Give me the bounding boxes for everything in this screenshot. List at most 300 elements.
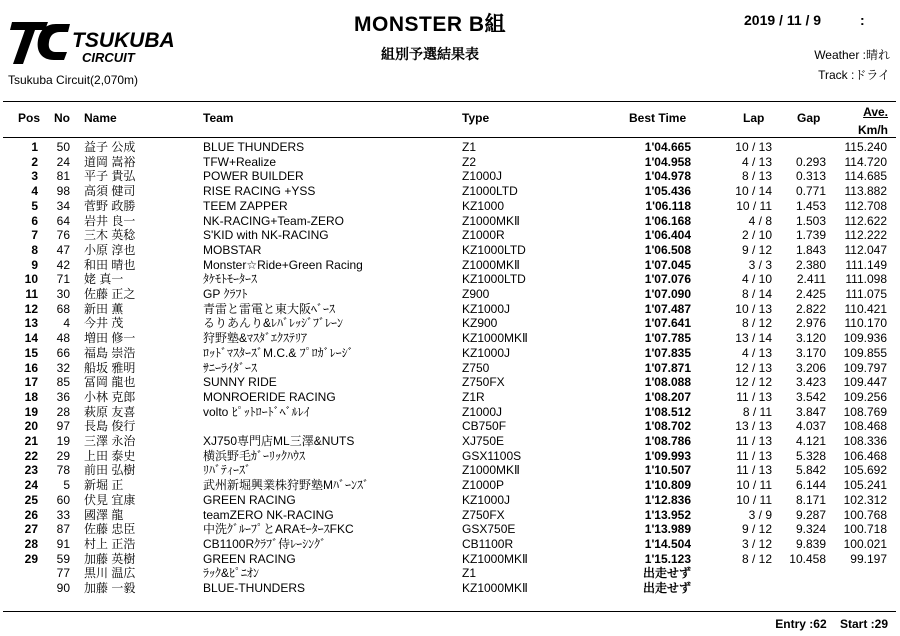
table-row <box>0 419 900 434</box>
row-pos: 11 <box>25 287 38 301</box>
row-best-time: 1'07.045 <box>644 257 691 272</box>
row-lap: 11 / 13 <box>736 463 772 478</box>
row-type: Z1000MKⅡ <box>462 463 520 478</box>
row-pos: 25 <box>24 492 38 507</box>
row-team: volto ﾋﾟｯﾄﾛｰﾄﾞﾍﾞﾙﾚｲ <box>203 404 310 419</box>
table-row <box>0 243 900 258</box>
row-type: KZ1000J <box>462 301 511 316</box>
row-name: 今井 茂 <box>84 316 124 331</box>
table-row <box>0 552 900 567</box>
row-gap: 0.313 <box>795 169 826 184</box>
row-pos: 27 <box>24 522 38 537</box>
row-lap: 4 / 13 <box>741 345 772 360</box>
row-ave: 112.222 <box>844 228 887 243</box>
row-ave: 109.256 <box>843 389 887 404</box>
row-pos: 15 <box>24 345 38 360</box>
row-pos: 3 <box>31 169 38 184</box>
col-header-pos: Pos <box>18 111 41 125</box>
row-no: 34 <box>56 198 70 213</box>
row-name: 加藤 英樹 <box>84 551 136 566</box>
row-lap: 11 / 13 <box>736 389 772 404</box>
row-pos: 22 <box>24 448 38 463</box>
row-no: 48 <box>56 331 70 346</box>
row-ave: 111.149 <box>845 257 887 272</box>
row-type: Z1 <box>462 140 477 154</box>
row-type: GSX750E <box>462 522 516 537</box>
table-row <box>0 537 900 552</box>
weather-info: Weather :晴れ <box>814 48 890 62</box>
row-type: Z1000MKⅡ <box>462 257 520 272</box>
row-type: Z1000J <box>462 404 503 419</box>
row-best-time: 1'07.076 <box>644 272 691 287</box>
row-team: ﾘﾊﾞﾃｨｰｽﾞ <box>203 463 252 478</box>
row-lap: 4 / 8 <box>748 213 772 228</box>
row-best-time: 1'15.123 <box>644 551 691 566</box>
row-lap: 8 / 11 <box>742 404 772 419</box>
row-type: Z750FX <box>462 375 505 390</box>
footer-rule <box>3 611 896 612</box>
row-lap: 10 / 11 <box>736 478 772 493</box>
row-pos: 10 <box>24 272 38 287</box>
row-gap: 3.542 <box>795 389 826 404</box>
row-name: 増田 修一 <box>84 331 136 346</box>
row-pos: 21 <box>24 434 38 448</box>
row-type: Z1000LTD <box>462 184 518 199</box>
logo-subwordmark: CIRCUIT <box>82 50 135 65</box>
row-team: teamZERO NK-RACING <box>203 507 334 522</box>
circuit-name: Tsukuba Circuit(2,070m) <box>8 73 139 87</box>
row-pos: 7 <box>31 228 38 243</box>
row-no: 76 <box>56 228 70 243</box>
row-gap: 8.171 <box>795 492 826 507</box>
row-no: 64 <box>56 213 70 228</box>
table-row <box>0 199 900 214</box>
row-best-time: 1'04.978 <box>644 169 691 184</box>
row-gap: 1.739 <box>795 228 826 243</box>
row-name: 長島 俊行 <box>84 419 136 434</box>
row-pos: 2 <box>31 154 38 169</box>
row-pos: 17 <box>24 375 38 390</box>
row-team: BLUE-THUNDERS <box>203 581 306 595</box>
col-header-gap: Gap <box>797 111 821 125</box>
row-gap: 2.822 <box>795 301 826 316</box>
table-row <box>0 214 900 229</box>
row-lap: 10 / 11 <box>736 492 772 507</box>
row-type: Z1000P <box>462 478 505 493</box>
row-no: 28 <box>56 404 70 419</box>
row-type: KZ1000LTD <box>462 242 526 257</box>
table-row <box>0 434 900 449</box>
row-team: BLUE THUNDERS <box>203 140 305 154</box>
row-lap: 8 / 12 <box>741 316 772 331</box>
row-gap: 2.976 <box>795 316 826 331</box>
row-no: 59 <box>56 551 70 566</box>
table-row <box>0 302 900 317</box>
col-header-ave-label: Ave. <box>863 105 888 119</box>
row-name: 黒川 温広 <box>84 566 136 581</box>
col-header-team: Team <box>203 111 234 125</box>
row-name: 道岡 嵩裕 <box>84 154 136 169</box>
table-row <box>0 287 900 302</box>
row-lap: 3 / 9 <box>748 507 772 522</box>
row-type: Z1000R <box>462 228 505 243</box>
col-header-type: Type <box>462 111 490 125</box>
row-team: GREEN RACING <box>203 492 296 507</box>
row-team: 中洗ｸﾞﾙｰﾌﾟとARAﾓｰﾀｰｽFKC <box>203 522 354 537</box>
row-best-time: 1'08.088 <box>644 375 691 390</box>
row-pos: 8 <box>31 242 38 257</box>
row-pos: 4 <box>31 184 38 199</box>
table-row <box>0 331 900 346</box>
row-ave: 110.170 <box>844 316 887 331</box>
col-header-lap: Lap <box>743 111 765 125</box>
row-no: 4 <box>63 316 70 331</box>
row-pos: 5 <box>31 198 38 213</box>
row-pos: 12 <box>24 301 38 316</box>
row-best-time: 1'05.436 <box>644 184 691 199</box>
table-row <box>0 522 900 537</box>
row-pos: 28 <box>24 536 38 551</box>
row-pos: 14 <box>24 331 38 346</box>
row-best-time: 1'10.507 <box>644 463 691 478</box>
row-name: 三木 英稔 <box>84 228 136 243</box>
row-ave: 108.336 <box>843 434 887 448</box>
row-team: るりあんり&ﾚﾊﾞﾚｯｼﾞﾌﾞﾚｰﾝ <box>203 316 344 331</box>
row-lap: 9 / 12 <box>741 522 772 537</box>
row-team: GREEN RACING <box>203 551 296 566</box>
logo-wordmark: TSUKUBA <box>72 29 175 52</box>
row-no: 47 <box>56 242 70 257</box>
row-pos: 9 <box>31 257 38 272</box>
row-best-time: 1'04.665 <box>644 140 691 154</box>
row-type: CB750F <box>462 419 507 434</box>
row-pos: 6 <box>31 213 38 228</box>
row-lap: 4 / 13 <box>741 154 772 169</box>
row-best-time: 1'12.836 <box>644 492 691 507</box>
row-name: 三澤 永治 <box>84 434 136 448</box>
row-ave: 106.468 <box>843 448 887 463</box>
row-gap: 5.842 <box>795 463 826 478</box>
table-row <box>0 258 900 273</box>
row-name: 村上 正浩 <box>84 536 136 551</box>
row-name: 姥 真一 <box>84 272 124 287</box>
row-team: NK-RACING+Team-ZERO <box>203 213 345 228</box>
row-ave: 112.708 <box>844 198 887 213</box>
row-lap: 10 / 13 <box>735 140 772 154</box>
row-best-time: 1'06.404 <box>644 228 691 243</box>
row-name: 岩井 良一 <box>84 213 136 228</box>
row-pos: 1 <box>31 140 38 154</box>
table-row <box>0 508 900 523</box>
row-best-time: 1'06.168 <box>644 213 691 228</box>
row-type: CB1100R <box>462 536 514 551</box>
table-row <box>0 184 900 199</box>
row-type: Z1R <box>462 389 485 404</box>
row-gap: 3.423 <box>795 375 826 390</box>
row-name: 益子 公成 <box>84 140 136 154</box>
time-separator: : <box>860 12 865 28</box>
row-no: 60 <box>56 492 70 507</box>
start-count: Start :29 <box>839 617 888 631</box>
row-type: KZ1000 <box>462 198 505 213</box>
row-type: KZ1000MKⅡ <box>462 551 528 566</box>
row-lap: 13 / 14 <box>735 331 772 346</box>
row-best-time: 1'09.993 <box>644 448 691 463</box>
header-bottom-rule <box>3 137 896 138</box>
col-header-ave <box>828 103 888 139</box>
row-type: KZ1000J <box>462 345 511 360</box>
row-no: 81 <box>56 169 70 184</box>
row-team: SUNNY RIDE <box>203 375 277 390</box>
row-gap: 1.503 <box>795 213 826 228</box>
row-team: TEEM ZAPPER <box>203 198 288 213</box>
row-best-time: 1'07.871 <box>644 360 691 375</box>
row-best-time: 1'07.090 <box>644 287 691 301</box>
row-ave: 110.421 <box>844 301 887 316</box>
row-ave: 109.797 <box>843 360 887 375</box>
row-name: 上田 泰史 <box>84 448 136 463</box>
row-name: 冨岡 龍也 <box>84 375 136 390</box>
row-pos: 24 <box>24 478 38 493</box>
header-top-rule <box>3 101 896 102</box>
row-best-time: 1'08.786 <box>644 434 691 448</box>
entry-count: Entry :62 <box>775 617 827 631</box>
row-team: ｻﾆｰﾗｲﾀﾞｰｽ <box>203 360 258 375</box>
row-ave: 109.447 <box>843 375 887 390</box>
row-ave: 114.685 <box>844 169 887 184</box>
row-lap: 13 / 13 <box>735 419 772 434</box>
row-ave: 99.197 <box>850 551 887 566</box>
row-no: 33 <box>56 507 70 522</box>
race-date: 2019 / 11 / 9 <box>744 12 822 28</box>
row-lap: 11 / 13 <box>736 448 772 463</box>
row-name: 萩原 友喜 <box>84 404 136 419</box>
row-type: Z900 <box>462 287 490 301</box>
row-pos: 13 <box>24 316 38 331</box>
row-no: 42 <box>56 257 70 272</box>
row-type: Z750FX <box>462 507 505 522</box>
row-lap: 12 / 12 <box>735 375 772 390</box>
row-best-time: 1'08.207 <box>644 389 691 404</box>
row-name: 船坂 雅明 <box>84 360 136 375</box>
table-row <box>0 463 900 478</box>
row-lap: 12 / 13 <box>735 360 772 375</box>
row-best-time: 1'06.118 <box>645 198 691 213</box>
table-row <box>0 361 900 376</box>
row-type: Z750 <box>462 360 490 375</box>
row-ave: 105.241 <box>843 478 887 493</box>
table-row <box>0 346 900 361</box>
row-name: 國澤 龍 <box>84 507 124 522</box>
row-lap: 3 / 3 <box>748 257 772 272</box>
table-row <box>0 155 900 170</box>
table-row <box>0 405 900 420</box>
row-pos: 18 <box>24 389 38 404</box>
row-gap: 9.287 <box>795 507 826 522</box>
row-no: 78 <box>56 463 70 478</box>
row-lap: 8 / 12 <box>741 551 772 566</box>
row-best-time: 1'04.958 <box>644 154 691 169</box>
row-lap: 10 / 14 <box>735 184 772 199</box>
row-name: 高須 健司 <box>84 184 136 199</box>
row-team: ﾗｯｸ&ﾋﾟﾆｵﾝ <box>203 566 260 581</box>
row-ave: 100.768 <box>843 507 887 522</box>
table-row <box>0 272 900 287</box>
table-row <box>0 316 900 331</box>
row-no: 97 <box>56 419 70 434</box>
row-lap: 10 / 13 <box>735 301 772 316</box>
row-type: KZ1000MKⅡ <box>462 331 528 346</box>
row-ave: 102.312 <box>843 492 887 507</box>
row-no: 91 <box>56 536 70 551</box>
row-no: 90 <box>56 581 70 595</box>
row-best-time: 1'07.835 <box>644 345 691 360</box>
row-ave: 112.047 <box>844 242 887 257</box>
row-team: Monster☆Ride+Green Racing <box>203 257 363 272</box>
entry-summary <box>765 617 888 631</box>
row-no: 29 <box>56 448 70 463</box>
row-name: 加藤 一毅 <box>84 581 136 595</box>
row-lap: 9 / 12 <box>741 242 772 257</box>
row-team: MONROERIDE RACING <box>203 389 336 404</box>
row-best-time: 1'08.702 <box>644 419 691 434</box>
row-gap: 4.121 <box>795 434 826 448</box>
row-no: 24 <box>56 154 70 169</box>
row-ave: 100.021 <box>843 536 887 551</box>
row-gap: 1.453 <box>795 198 826 213</box>
row-lap: 10 / 11 <box>736 198 772 213</box>
row-ave: 108.769 <box>843 404 887 419</box>
track-condition: Track :ドライ <box>818 68 890 82</box>
row-lap: 11 / 13 <box>736 434 772 448</box>
row-type: GSX1100S <box>462 448 522 463</box>
row-name: 伏見 宜康 <box>84 492 136 507</box>
row-name: 前田 弘樹 <box>84 463 136 478</box>
row-gap: 0.771 <box>795 184 826 199</box>
row-ave: 108.468 <box>843 419 887 434</box>
row-gap: 1.843 <box>795 242 826 257</box>
row-type: KZ1000LTD <box>462 272 526 287</box>
row-gap: 4.037 <box>795 419 826 434</box>
row-type: Z2 <box>462 154 477 169</box>
row-no: 36 <box>56 389 70 404</box>
row-best-time: 出走せず <box>642 566 691 581</box>
col-header-name: Name <box>84 111 117 125</box>
row-gap: 2.411 <box>796 272 826 287</box>
row-best-time: 1'08.512 <box>644 404 691 419</box>
row-gap: 5.328 <box>795 448 826 463</box>
row-pos: 19 <box>24 404 38 419</box>
table-row <box>0 228 900 243</box>
row-gap: 3.847 <box>795 404 826 419</box>
row-best-time: 1'10.809 <box>644 478 691 493</box>
row-lap: 8 / 14 <box>741 287 772 301</box>
row-team: POWER BUILDER <box>203 169 304 184</box>
row-team: 武州新堀興業株狩野塾Mﾊﾞｰﾝｽﾞ <box>203 478 369 493</box>
row-ave: 112.622 <box>844 213 887 228</box>
row-gap: 2.380 <box>795 257 826 272</box>
col-header-best-time: Best Time <box>629 111 687 125</box>
row-pos: 16 <box>24 360 38 375</box>
row-gap: 3.120 <box>795 331 826 346</box>
row-no: 66 <box>56 345 70 360</box>
row-no: 5 <box>63 478 70 493</box>
row-gap: 3.206 <box>795 360 826 375</box>
row-no: 50 <box>56 140 70 154</box>
row-team: RISE RACING +YSS <box>203 184 316 199</box>
row-team: TFW+Realize <box>203 154 277 169</box>
row-team: S'KID with NK-RACING <box>203 228 329 243</box>
table-row <box>0 449 900 464</box>
row-name: 和田 晴也 <box>84 257 136 272</box>
row-best-time: 1'14.504 <box>644 536 691 551</box>
row-name: 小林 克郎 <box>84 389 136 404</box>
row-no: 85 <box>56 375 70 390</box>
row-no: 30 <box>56 287 70 301</box>
row-type: Z1 <box>462 566 477 581</box>
row-gap: 9.839 <box>795 536 826 551</box>
row-best-time: 1'13.989 <box>644 522 691 537</box>
table-row <box>0 566 900 581</box>
row-type: Z1000J <box>462 169 503 184</box>
row-lap: 4 / 10 <box>741 272 772 287</box>
row-type: KZ900 <box>462 316 498 331</box>
row-ave: 109.936 <box>843 331 887 346</box>
table-row <box>0 169 900 184</box>
row-best-time: 1'07.641 <box>644 316 691 331</box>
row-no: 68 <box>56 301 70 316</box>
page-title: MONSTER B組 <box>354 13 506 36</box>
row-name: 佐藤 正之 <box>84 287 136 301</box>
col-header-ave-unit: Km/h <box>858 123 888 137</box>
row-team: CB1100Rｸﾗﾌﾞ侍ﾚｰｼﾝｸﾞ <box>203 536 327 551</box>
row-gap: 10.458 <box>789 551 826 566</box>
row-lap: 2 / 10 <box>741 228 772 243</box>
col-header-no: No <box>54 111 70 125</box>
row-lap: 8 / 13 <box>741 169 772 184</box>
row-gap: 3.170 <box>795 345 826 360</box>
table-row <box>0 478 900 493</box>
row-type: XJ750E <box>462 434 505 448</box>
row-best-time: 1'07.487 <box>644 301 691 316</box>
row-team: 狩野塾&ﾏｽﾀﾞｴｸｽﾃﾘｱ <box>203 331 308 346</box>
row-ave: 111.098 <box>845 272 887 287</box>
row-gap: 6.144 <box>795 478 826 493</box>
table-row <box>0 140 900 155</box>
row-no: 32 <box>56 360 70 375</box>
table-row <box>0 390 900 405</box>
row-team: 横浜野毛ｶﾞｰﾘｯｸﾊｳｽ <box>203 448 306 463</box>
row-pos: 23 <box>24 463 38 478</box>
row-best-time: 1'07.785 <box>644 331 691 346</box>
row-team: 青雷と雷電と東大阪ﾍﾞｰｽ <box>203 301 336 316</box>
row-name: 新堀 正 <box>84 478 124 493</box>
row-name: 小原 淳也 <box>84 242 136 257</box>
table-row <box>0 493 900 508</box>
row-ave: 111.075 <box>845 287 887 301</box>
row-team: MOBSTAR <box>203 242 262 257</box>
row-best-time: 1'06.508 <box>644 242 691 257</box>
row-ave: 115.240 <box>844 140 887 154</box>
row-ave: 114.720 <box>844 154 887 169</box>
row-type: Z1000MKⅡ <box>462 213 520 228</box>
row-type: KZ1000J <box>462 492 511 507</box>
row-name: 新田 薫 <box>84 301 124 316</box>
row-ave: 100.718 <box>843 522 887 537</box>
row-lap: 3 / 12 <box>741 536 772 551</box>
row-no: 19 <box>56 434 70 448</box>
row-gap: 2.425 <box>795 287 826 301</box>
